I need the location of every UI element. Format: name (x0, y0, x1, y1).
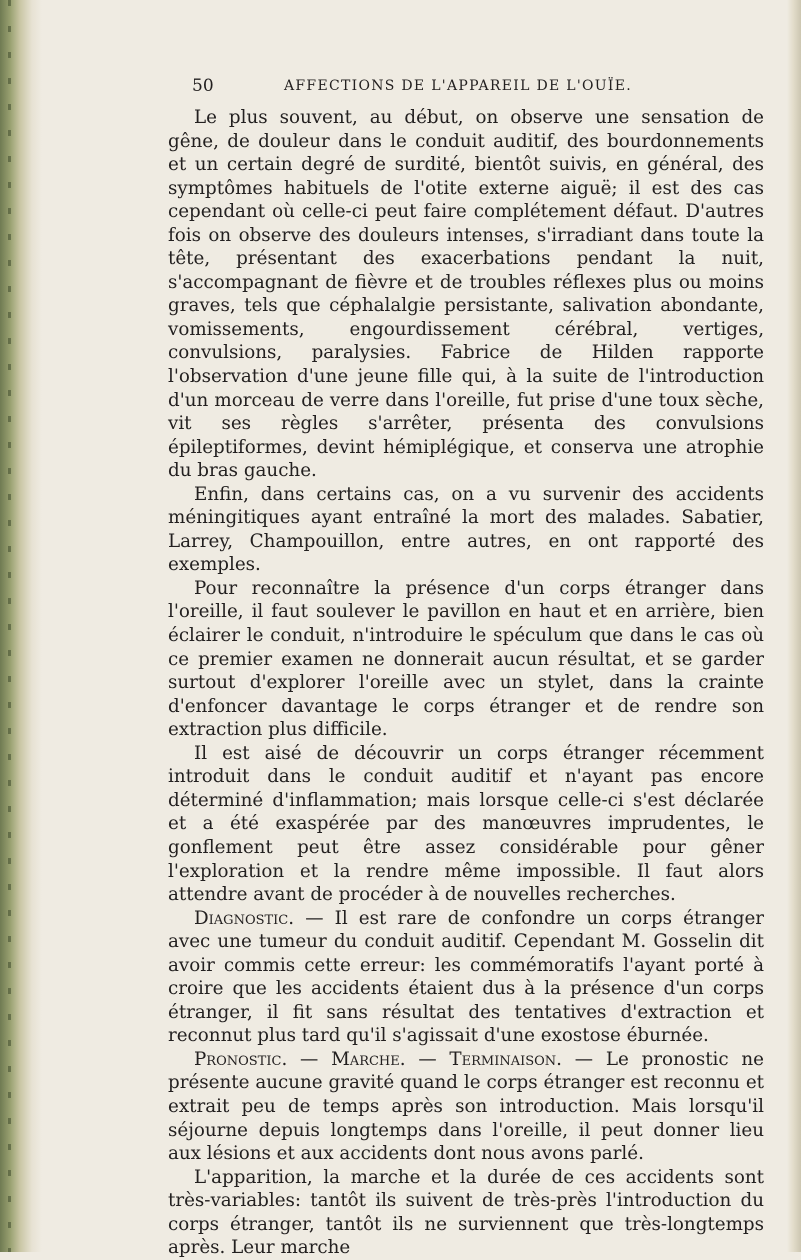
paragraph (168, 1048, 764, 1166)
page-header (168, 76, 764, 106)
section-heading-diagnostic: Diagnostic. (194, 907, 295, 929)
paragraph (168, 907, 764, 1048)
paragraph-text: Il est aisé de découvrir un corps étranger récemment introduit dans le conduit auditif et n'ayant pas encore déterminé d'inflammation; mais lorsque celle-ci s'est déclarée et a été exaspérée par des manœuvres imprudentes, le gonflement peut être assez considérable pour gêner l'exploration et la rendre même impossible. Il faut alors attendre avant de procéder à de nouvelles recherches. (168, 742, 764, 906)
paragraph-text: L'apparition, la marche et la durée de ces accidents sont très-variables: tantôt ils suivent de très-près l'introduction du corps étranger, tantôt ils ne surviennent que très-longtemps après. Leur marche (168, 1166, 764, 1259)
section-heading-pronostic: Pronostic. — Marche. — Terminaison. (194, 1048, 562, 1070)
paragraph (168, 483, 764, 577)
paragraph (168, 1166, 764, 1260)
paragraph (168, 742, 764, 907)
paragraph-text: Pour reconnaître la présence d'un corps étranger dans l'oreille, il faut soulever le pavillon en haut et en arrière, bien éclairer le conduit, n'introduire le spéculum que dans le cas où ce premier examen ne donnerait aucun résultat, et se garder surtout d'explorer l'oreille avec un stylet, dans la crainte d'enfoncer davantage le corps étranger et de rendre son extraction plus difficile. (168, 577, 764, 741)
paragraph-text: — Le pronostic ne présente aucune gravité quand le corps étranger est reconnu et extrait peu de temps après son introduction. Mais lorsqu'il séjourne depuis longtemps dans l'oreille, il peut donner lieu aux lésions et aux accidents dont nous avons parlé. (168, 1048, 765, 1165)
page-number: 50 (192, 76, 214, 96)
running-title: AFFECTIONS DE L'APPAREIL DE L'OUÏE. (284, 78, 632, 94)
body-text (168, 106, 764, 1260)
paragraph-text: Enfin, dans certains cas, on a vu survenir des accidents méningitiques ayant entraîné la mort des malades. Sabatier, Larrey, Champouillon, entre autres, en ont rapporté des exemples. (168, 483, 764, 576)
book-page (168, 76, 764, 1260)
paragraph-text: Le plus souvent, au début, on observe une sensation de gêne, de douleur dans le conduit auditif, des bourdonnements et un certain degré de surdité, bientôt suivis, en général, des symptômes habituels de l'otite externe aiguë; il est des cas cependant où celle-ci peut faire complétement défaut. D'autres fois on observe des douleurs intenses, s'irradiant dans toute la tête, présentant des exacerbations pendant la nuit, s'accompagnant de fièvre et de troubles réflexes plus ou moins graves, tels que céphalalgie persistante, salivation abondante, vomissements, engourdissement cérébral, vertiges, convulsions, paralysies. Fabrice de Hilden rapporte l'observation d'une jeune fille qui, à la suite de l'introduction d'un morceau de verre dans l'oreille, fut prise d'une toux sèche, vit ses règles s'arrêter, présenta des convulsions épileptiformes, devint hémiplégique, et conserva une atrophie du bras gauche. (168, 107, 764, 482)
paragraph (168, 106, 764, 483)
paragraph-text: — Il est rare de confondre un corps étranger avec une tumeur du conduit auditif. Cependant M. Gosselin dit avoir commis cette erreur: les commémoratifs l'ayant porté à croire que les accidents étaient dus à la présence d'un corps étranger, il fit sans résultat des tentatives d'extraction et reconnut plus tard qu'il s'agissait d'une exostose éburnée. (168, 907, 765, 1047)
paragraph (168, 577, 764, 742)
book-binding-edge (0, 0, 42, 1252)
page-right-edge (787, 0, 801, 1252)
